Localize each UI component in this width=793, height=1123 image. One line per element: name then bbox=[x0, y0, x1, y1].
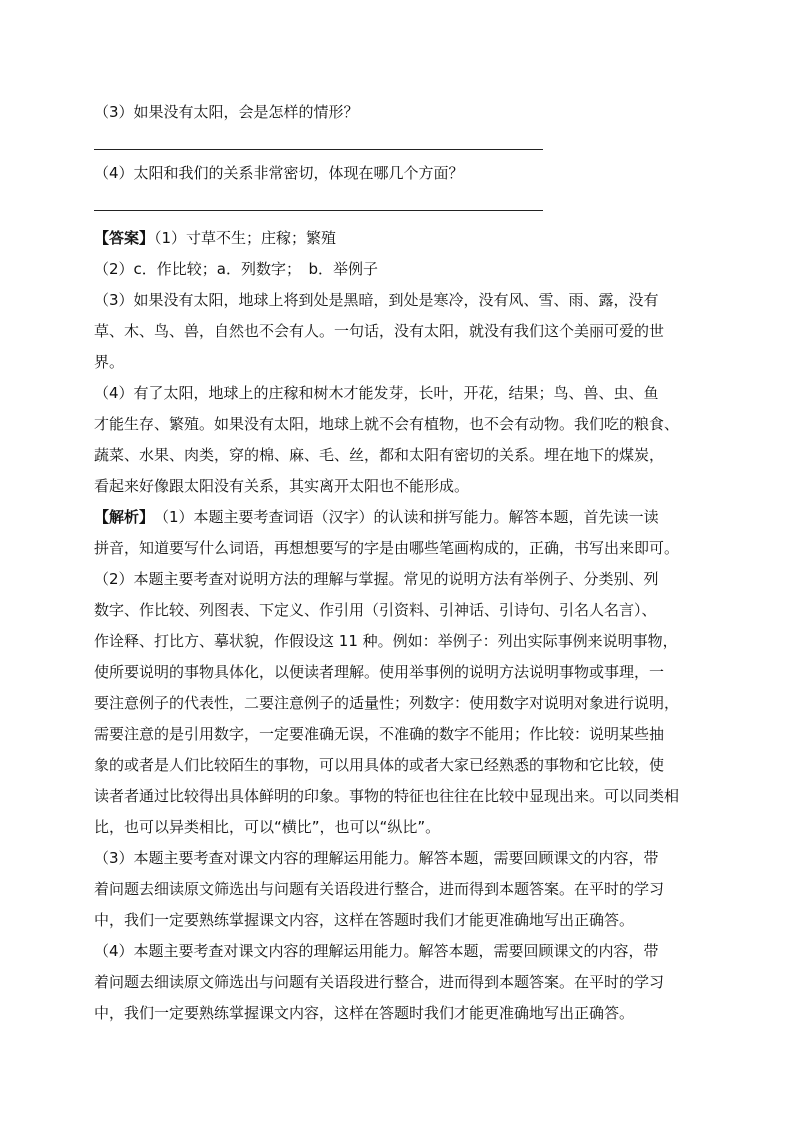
analysis-line: 比，也可以异类相比，可以“横比”，也可以“纵比”。 bbox=[94, 818, 441, 836]
analysis-line: 数字、作比较、列图表、下定义、作引用（引资料、引神话、引诗句、引名人名言）、 bbox=[94, 601, 657, 619]
answer-line: （2）c．作比较；a．列数字； b．举例子 bbox=[94, 260, 379, 278]
answer-line: 界。 bbox=[94, 353, 125, 371]
analysis-line: 要注意例子的代表性，二要注意例子的适量性；列数字：使用数字对说明对象进行说明， bbox=[94, 694, 680, 712]
question-4: （4）太阳和我们的关系非常密切，体现在哪几个方面？ bbox=[94, 164, 464, 182]
answer-blank-line-3 bbox=[94, 149, 543, 150]
analysis-line: （3）本题主要考查对课文内容的理解运用能力。解答本题，需要回顾课文的内容，带 bbox=[94, 849, 659, 867]
answer-line: 蔬菜、水果、肉类，穿的棉、麻、毛、丝，都和太阳有密切的关系。埋在地下的煤炭， bbox=[94, 446, 665, 464]
question-3: （3）如果没有太阳，会是怎样的情形？ bbox=[94, 103, 359, 121]
answer-line: 草、木、鸟、兽，自然也不会有人。一句话，没有太阳，就没有我们这个美丽可爱的世 bbox=[94, 322, 665, 340]
analysis-line: 需要注意的是引用数字，一定要准确无误，不准确的数字不能用；作比较：说明某些抽 bbox=[94, 725, 665, 743]
answer-line: （1）寸草不生；庄稼；繁殖 bbox=[154, 229, 337, 247]
analysis-line: （4）本题主要考查对课文内容的理解运用能力。解答本题，需要回顾课文的内容，带 bbox=[94, 942, 659, 960]
answer-line: （3）如果没有太阳，地球上将到处是黑暗，到处是寒冷，没有风、雪、雨、露，没有 bbox=[94, 291, 659, 309]
answer-blank-line-4 bbox=[94, 210, 543, 211]
analysis-line: 着问题去细读原文筛选出与问题有关语段进行整合，进而得到本题答案。在平时的学习 bbox=[94, 973, 665, 991]
answer-line: 看起来好像跟太阳没有关系，其实离开太阳也不能形成。 bbox=[94, 477, 470, 495]
analysis-line: 着问题去细读原文筛选出与问题有关语段进行整合，进而得到本题答案。在平时的学习 bbox=[94, 880, 665, 898]
analysis-line: 使所要说明的事物具体化，以便读者理解。使用举事例的说明方法说明事物或事理，一 bbox=[94, 663, 665, 681]
analysis-line: 中，我们一定要熟练掌握课文内容，这样在答题时我们才能更准确地写出正确答。 bbox=[94, 911, 635, 929]
analysis-line: 读者者通过比较得出具体鲜明的印象。事物的特征也往往在比较中显现出来。可以同类相 bbox=[94, 787, 680, 805]
analysis-line: 中，我们一定要熟练掌握课文内容，这样在答题时我们才能更准确地写出正确答。 bbox=[94, 1004, 635, 1022]
analysis-first-line bbox=[94, 507, 704, 527]
analysis-label: 【解析】 bbox=[94, 508, 147, 526]
analysis-line: 象的或者是人们比较陌生的事物，可以用具体的或者大家已经熟悉的事物和它比较，使 bbox=[94, 756, 665, 774]
analysis-line: （2）本题主要考查对说明方法的理解与掌握。常见的说明方法有举例子、分类别、列 bbox=[94, 570, 659, 588]
analysis-line: 拼音，知道要写什么词语，再想想要写的字是由哪些笔画构成的，正确，书写出来即可。 bbox=[94, 539, 680, 557]
answer-first-line bbox=[94, 228, 704, 248]
analysis-line: 作诠释、打比方、摹状貌，作假设这 11 种。例如：举例子：列出实际事例来说明事物， bbox=[94, 632, 678, 650]
analysis-line: （1）本题主要考查词语（汉字）的认读和拼写能力。解答本题，首先读一读 bbox=[146, 508, 659, 526]
answer-line: （4）有了太阳，地球上的庄稼和树木才能发芽，长叶，开花，结果；鸟、兽、虫、鱼 bbox=[94, 384, 659, 402]
answer-line: 才能生存、繁殖。如果没有太阳，地球上就不会有植物，也不会有动物。我们吃的粮食、 bbox=[94, 415, 680, 433]
answer-label: 【答案】 bbox=[94, 229, 155, 247]
